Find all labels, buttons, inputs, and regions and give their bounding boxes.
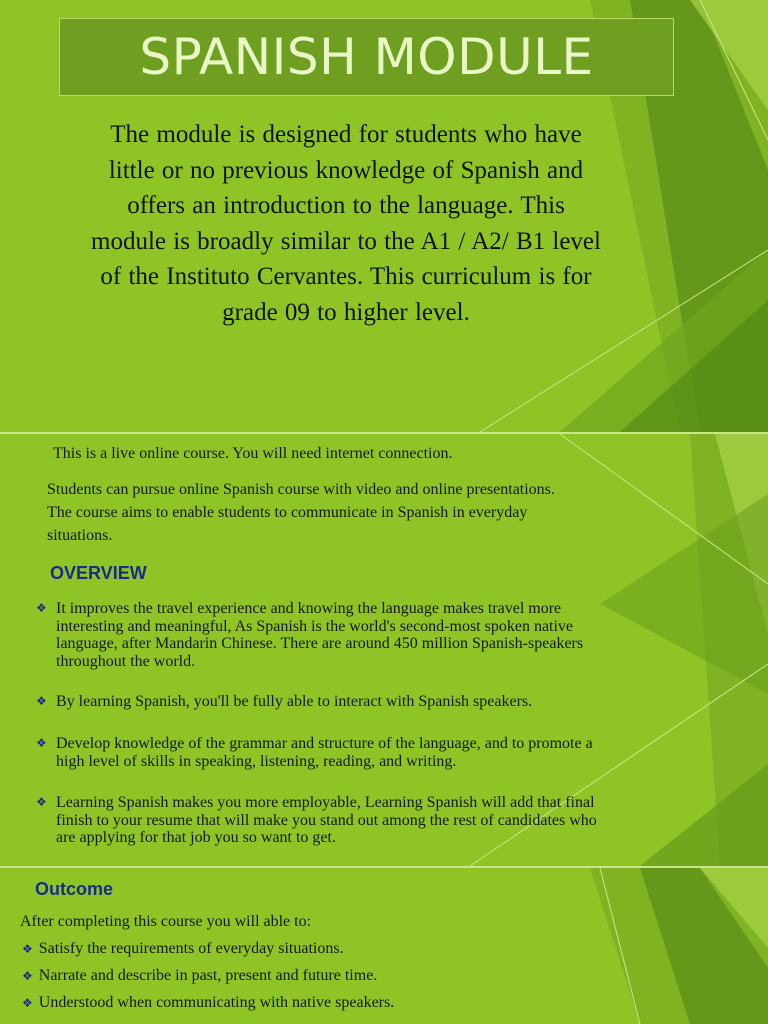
bullet-line: high level of skills in speaking, listening, reading, and writing. (56, 752, 457, 770)
overview-heading: OVERVIEW (50, 563, 147, 583)
description-line: situations. (47, 527, 113, 544)
diamond-bullet-icon: ❖ (22, 996, 33, 1010)
intro-line: little or no previous knowledge of Spanish and (108, 156, 584, 184)
title-box (59, 18, 674, 96)
slide-overview (0, 434, 768, 866)
bullet-line: are applying for that job you so want to get. (56, 829, 336, 846)
diamond-bullet-icon: ❖ (22, 969, 33, 983)
slide-title (0, 0, 768, 432)
intro-line: module is broadly similar to the A1 / A2/ B1 level (91, 227, 601, 255)
outcome-item-text: Narrate and describe in past, present and future time. (38, 967, 378, 984)
slide-outcome (0, 868, 768, 1024)
bullet-line: interesting and meaningful, As Spanish is the world's second-most spoken native (56, 617, 574, 635)
outcome-item-text: Understood when communicating with native speakers. (38, 994, 395, 1011)
diamond-bullet-icon: ❖ (22, 942, 33, 956)
bullet-line: finish to your resume that will make you stand out among the rest of candidates who (56, 811, 597, 829)
diamond-bullet-icon: ❖ (36, 694, 47, 708)
bullet-line: Develop knowledge of the grammar and structure of the language, and to promote a (56, 735, 593, 752)
description-line: The course aims to enable students to communicate in Spanish in everyday (47, 504, 528, 521)
outcome-heading: Outcome (35, 879, 114, 899)
intro-line: of the Instituto Cervantes. This curriculum is for (100, 263, 592, 290)
bullet-line: By learning Spanish, you'll be fully able to interact with Spanish speakers. (56, 693, 533, 710)
outcome-item (22, 940, 344, 958)
bullet-line: language, after Mandarin Chinese. There are around 450 million Spanish-speakers (56, 635, 584, 652)
page-title: SPANISH MODULE (139, 28, 594, 86)
intro-line: grade 09 to higher level. (222, 298, 470, 326)
outcome-item (22, 967, 377, 985)
diamond-bullet-icon: ❖ (36, 601, 47, 615)
diamond-bullet-icon: ❖ (36, 795, 47, 809)
intro-line: The module is designed for students who have (110, 121, 582, 148)
outcome-item-text: Satisfy the requirements of everyday situations. (38, 940, 344, 957)
intro-line: offers an introduction to the language. This (127, 192, 565, 219)
outcome-item (22, 994, 394, 1012)
diamond-bullet-icon: ❖ (36, 736, 47, 750)
bullet-line: It improves the travel experience and knowing the language makes travel more (56, 600, 562, 617)
bullet-line: Learning Spanish makes you more employable, Learning Spanish will add that final (56, 794, 595, 811)
intro-paragraph (28, 117, 664, 330)
bullet-line: throughout the world. (56, 652, 196, 670)
outcome-lead: After completing this course you will able to: (20, 913, 312, 930)
live-course-note: This is a live online course. You will need internet connection. (53, 445, 453, 462)
description-line: Students can pursue online Spanish course with video and online presentations. (47, 481, 555, 498)
